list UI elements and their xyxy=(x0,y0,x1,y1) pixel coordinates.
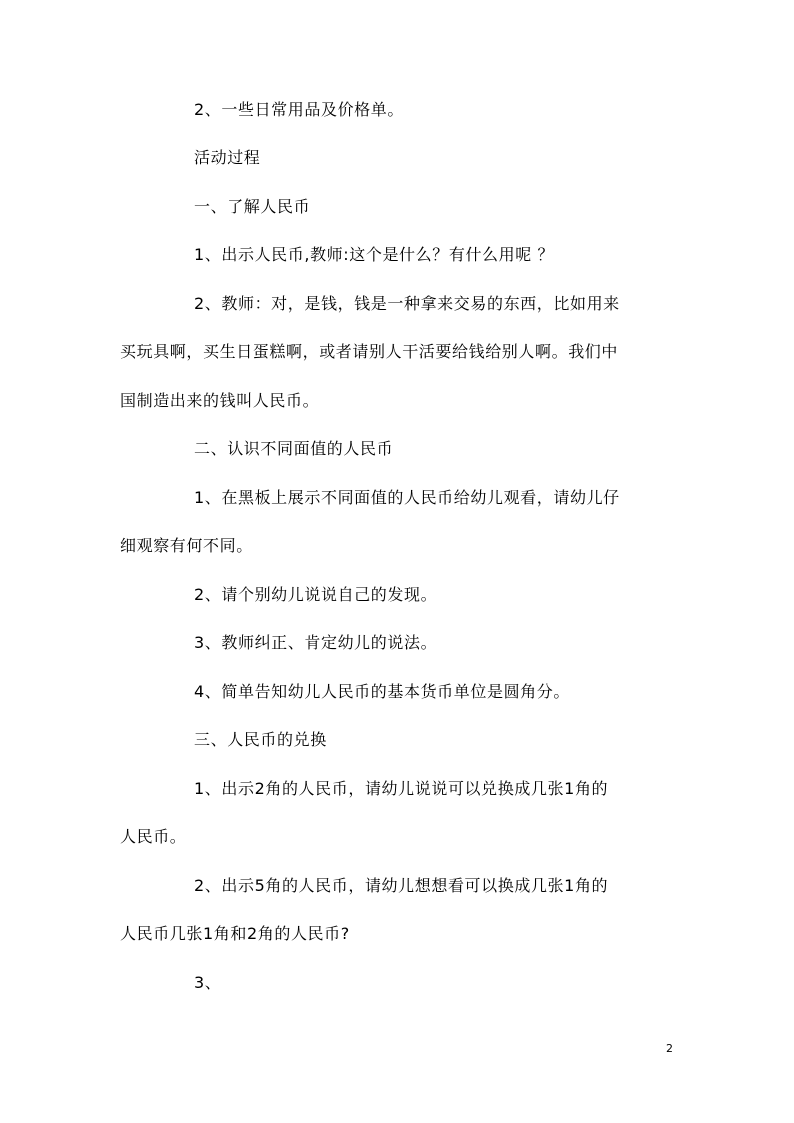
paragraph-2-1-cont: 细观察有何不同。 xyxy=(120,536,253,555)
paragraph-3-1: 1、出示2角的人民币，请幼儿说说可以兑换成几张1角的 xyxy=(194,779,609,798)
paragraph-1-1: 1、出示人民币,教师:这个是什么？有什么用呢 ？ xyxy=(194,245,555,264)
paragraph-1-2: 2、教师：对，是钱，钱是一种拿来交易的东西，比如用来 xyxy=(194,294,620,313)
heading-activity-process: 活动过程 xyxy=(194,148,261,167)
page-number: 2 xyxy=(666,1042,673,1055)
paragraph-1-2-cont-a: 买玩具啊，买生日蛋糕啊，或者请别人干活要给钱给别人啊。我们中 xyxy=(120,342,619,361)
paragraph-materials-2: 2、一些日常用品及价格单。 xyxy=(194,100,404,119)
paragraph-2-1: 1、在黑板上展示不同面值的人民币给幼儿观看，请幼儿仔 xyxy=(194,488,620,507)
paragraph-3-2-cont: 人民币几张1角和2角的人民币? xyxy=(120,924,350,943)
paragraph-2-3: 3、教师纠正、肯定幼儿的说法。 xyxy=(194,633,438,652)
paragraph-3-3: 3、 xyxy=(194,973,222,992)
paragraph-3-2: 2、出示5角的人民币，请幼儿想想看可以换成几张1角的 xyxy=(194,876,609,895)
section-heading-2: 二、认识不同面值的人民币 xyxy=(194,439,394,458)
paragraph-2-2: 2、请个别幼儿说说自己的发现。 xyxy=(194,585,438,604)
section-heading-1: 一、了解人民币 xyxy=(194,197,311,216)
paragraph-3-1-cont: 人民币。 xyxy=(120,827,187,846)
paragraph-1-2-cont-b: 国制造出来的钱叫人民币。 xyxy=(120,391,320,410)
section-heading-3: 三、人民币的兑换 xyxy=(194,730,327,749)
paragraph-2-4: 4、简单告知幼儿人民币的基本货币单位是圆角分。 xyxy=(194,682,570,701)
